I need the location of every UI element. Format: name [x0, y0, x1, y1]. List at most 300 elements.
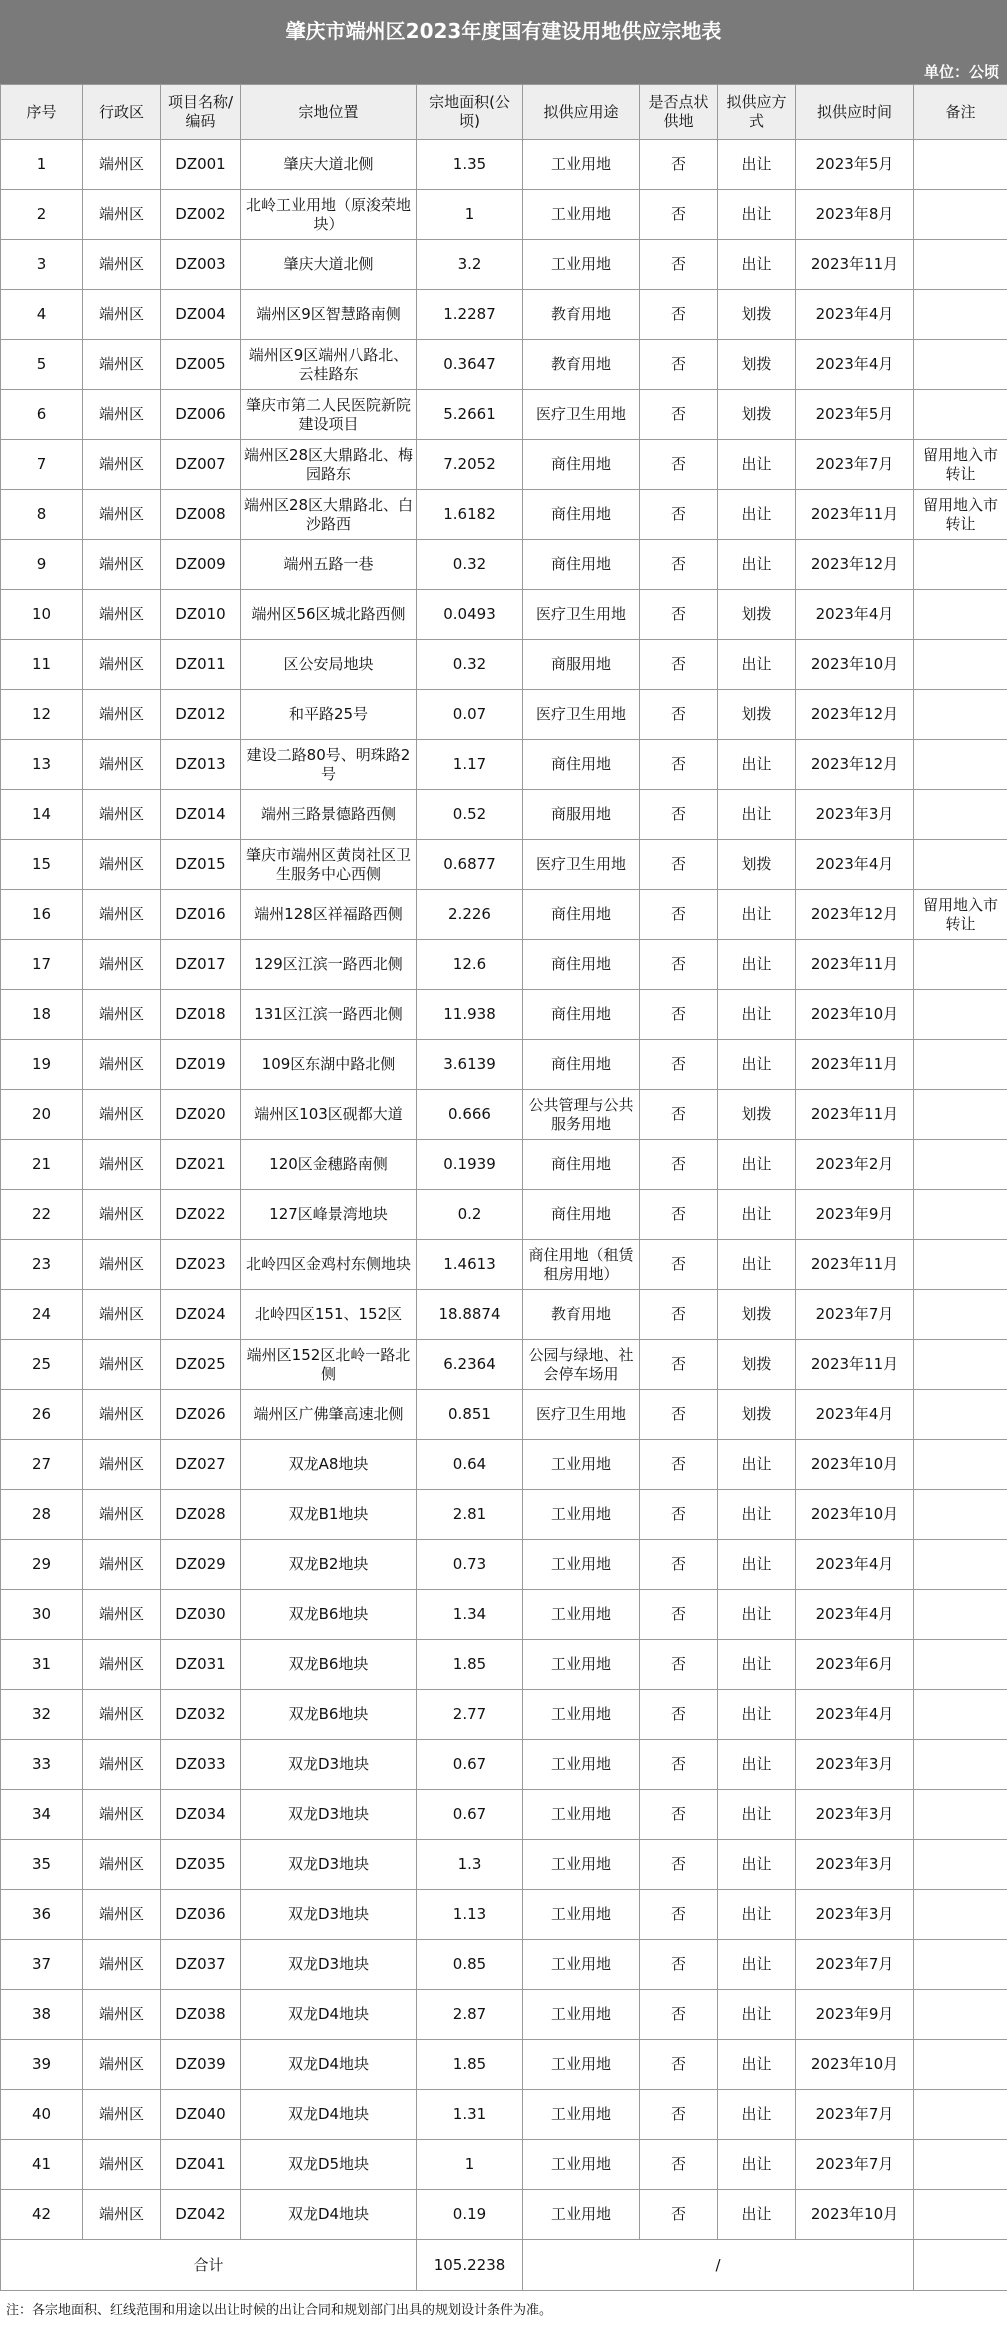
cell-col-location: 北岭工业用地（原浚荣地块）	[241, 190, 417, 240]
cell-col-index: 33	[1, 1740, 83, 1790]
table-row	[1, 1890, 1007, 1940]
cell-col-point-supply: 否	[640, 490, 718, 540]
cell-col-remark	[914, 240, 1007, 290]
table-row	[1, 690, 1007, 740]
cell-col-district: 端州区	[83, 890, 161, 940]
cell-col-point-supply: 否	[640, 1640, 718, 1690]
cell-col-index: 37	[1, 1940, 83, 1990]
cell-col-area: 3.6139	[417, 1040, 523, 1090]
table-header-row	[1, 85, 1007, 140]
cell-col-remark	[914, 1490, 1007, 1540]
cell-col-location: 双龙D4地块	[241, 2090, 417, 2140]
cell-col-supply-time: 2023年10月	[796, 2040, 914, 2090]
cell-col-index: 16	[1, 890, 83, 940]
cell-col-index: 30	[1, 1590, 83, 1640]
cell-col-supply-method: 出让	[718, 1740, 796, 1790]
cell-col-use: 工业用地	[523, 1440, 640, 1490]
cell-col-supply-method: 出让	[718, 190, 796, 240]
cell-col-location: 端州区152区北岭一路北侧	[241, 1340, 417, 1390]
cell-col-supply-time: 2023年10月	[796, 640, 914, 690]
cell-col-project-code: DZ042	[161, 2190, 241, 2240]
cell-col-area: 0.67	[417, 1790, 523, 1840]
table-row	[1, 1190, 1007, 1240]
cell-col-area: 1	[417, 190, 523, 240]
cell-col-index: 5	[1, 340, 83, 390]
cell-col-use: 教育用地	[523, 1290, 640, 1340]
cell-col-index: 11	[1, 640, 83, 690]
cell-col-supply-method: 划拨	[718, 290, 796, 340]
cell-col-supply-method: 出让	[718, 1990, 796, 2040]
cell-col-project-code: DZ005	[161, 340, 241, 390]
cell-col-point-supply: 否	[640, 1240, 718, 1290]
cell-col-area: 2.81	[417, 1490, 523, 1540]
cell-col-district: 端州区	[83, 240, 161, 290]
cell-col-index: 40	[1, 2090, 83, 2140]
cell-col-project-code: DZ016	[161, 890, 241, 940]
cell-col-remark	[914, 1140, 1007, 1190]
cell-col-remark	[914, 790, 1007, 840]
cell-col-remark: 留用地入市转让	[914, 490, 1007, 540]
cell-col-use: 医疗卫生用地	[523, 390, 640, 440]
cell-col-district: 端州区	[83, 1190, 161, 1240]
cell-col-use: 工业用地	[523, 2140, 640, 2190]
cell-col-location: 120区金穗路南侧	[241, 1140, 417, 1190]
cell-col-supply-method: 划拨	[718, 340, 796, 390]
cell-col-district: 端州区	[83, 1790, 161, 1840]
cell-col-district: 端州区	[83, 1040, 161, 1090]
cell-col-point-supply: 否	[640, 1290, 718, 1340]
cell-col-remark	[914, 1940, 1007, 1990]
header-col-index: 序号	[1, 85, 83, 140]
cell-col-supply-time: 2023年5月	[796, 390, 914, 440]
cell-col-supply-time: 2023年7月	[796, 1290, 914, 1340]
table-body	[1, 140, 1007, 2240]
cell-col-remark	[914, 1740, 1007, 1790]
cell-col-point-supply: 否	[640, 1740, 718, 1790]
cell-col-supply-time: 2023年5月	[796, 140, 914, 190]
cell-col-point-supply: 否	[640, 1490, 718, 1540]
cell-col-district: 端州区	[83, 690, 161, 740]
cell-col-location: 端州区28区大鼎路北、白沙路西	[241, 490, 417, 540]
unit-label-text: 单位：公顷	[924, 61, 999, 82]
cell-col-supply-method: 划拨	[718, 390, 796, 440]
cell-col-district: 端州区	[83, 1290, 161, 1340]
cell-col-project-code: DZ037	[161, 1940, 241, 1990]
cell-col-point-supply: 否	[640, 990, 718, 1040]
cell-col-supply-method: 出让	[718, 1690, 796, 1740]
cell-col-district: 端州区	[83, 540, 161, 590]
cell-col-area: 0.73	[417, 1540, 523, 1590]
cell-col-supply-method: 出让	[718, 1640, 796, 1690]
table-row	[1, 1090, 1007, 1140]
cell-col-project-code: DZ032	[161, 1690, 241, 1740]
cell-col-use: 工业用地	[523, 190, 640, 240]
cell-col-supply-method: 出让	[718, 2090, 796, 2140]
cell-col-supply-method: 出让	[718, 890, 796, 940]
cell-col-location: 肇庆市第二人民医院新院建设项目	[241, 390, 417, 440]
cell-col-point-supply: 否	[640, 1590, 718, 1640]
cell-col-supply-time: 2023年4月	[796, 1590, 914, 1640]
cell-col-remark	[914, 540, 1007, 590]
cell-col-district: 端州区	[83, 1990, 161, 2040]
cell-col-district: 端州区	[83, 990, 161, 1040]
cell-col-area: 0.67	[417, 1740, 523, 1790]
cell-col-use: 商住用地	[523, 440, 640, 490]
cell-col-supply-time: 2023年10月	[796, 1490, 914, 1540]
table-row	[1, 1440, 1007, 1490]
cell-col-supply-method: 出让	[718, 1590, 796, 1640]
cell-col-index: 23	[1, 1240, 83, 1290]
cell-col-supply-method: 划拨	[718, 1090, 796, 1140]
table-row	[1, 1690, 1007, 1740]
cell-col-project-code: DZ014	[161, 790, 241, 840]
cell-col-remark	[914, 1690, 1007, 1740]
cell-col-supply-time: 2023年9月	[796, 1190, 914, 1240]
cell-col-location: 双龙B6地块	[241, 1690, 417, 1740]
cell-col-location: 双龙B6地块	[241, 1590, 417, 1640]
cell-col-remark	[914, 690, 1007, 740]
cell-col-point-supply: 否	[640, 890, 718, 940]
cell-col-supply-method: 出让	[718, 1840, 796, 1890]
cell-col-district: 端州区	[83, 390, 161, 440]
cell-col-supply-time: 2023年3月	[796, 1740, 914, 1790]
table-row	[1, 2140, 1007, 2190]
cell-col-area: 0.32	[417, 640, 523, 690]
cell-col-point-supply: 否	[640, 1840, 718, 1890]
cell-col-project-code: DZ024	[161, 1290, 241, 1340]
cell-col-point-supply: 否	[640, 1190, 718, 1240]
cell-col-project-code: DZ022	[161, 1190, 241, 1240]
cell-col-location: 北岭四区金鸡村东侧地块	[241, 1240, 417, 1290]
cell-col-location: 双龙B6地块	[241, 1640, 417, 1690]
cell-col-supply-method: 出让	[718, 1040, 796, 1090]
cell-col-supply-method: 出让	[718, 1140, 796, 1190]
cell-col-area: 5.2661	[417, 390, 523, 440]
cell-col-location: 区公安局地块	[241, 640, 417, 690]
cell-col-use: 商服用地	[523, 640, 640, 690]
cell-col-index: 12	[1, 690, 83, 740]
cell-col-area: 0.3647	[417, 340, 523, 390]
table-row	[1, 1740, 1007, 1790]
header-col-supply-method: 拟供应方式	[718, 85, 796, 140]
cell-col-index: 38	[1, 1990, 83, 2040]
cell-col-remark	[914, 1390, 1007, 1440]
cell-col-supply-time: 2023年3月	[796, 1890, 914, 1940]
unit-label	[0, 58, 1007, 84]
table-row	[1, 2190, 1007, 2240]
cell-col-district: 端州区	[83, 1090, 161, 1140]
cell-col-location: 双龙D3地块	[241, 1790, 417, 1840]
cell-col-project-code: DZ001	[161, 140, 241, 190]
header-col-point-supply: 是否点状供地	[640, 85, 718, 140]
cell-col-location: 双龙D3地块	[241, 1840, 417, 1890]
cell-col-index: 3	[1, 240, 83, 290]
cell-col-index: 39	[1, 2040, 83, 2090]
cell-col-use: 商住用地	[523, 490, 640, 540]
cell-col-use: 医疗卫生用地	[523, 690, 640, 740]
cell-col-district: 端州区	[83, 1640, 161, 1690]
cell-col-remark	[914, 2190, 1007, 2240]
cell-col-index: 2	[1, 190, 83, 240]
cell-col-use: 商住用地	[523, 1190, 640, 1240]
cell-col-use: 工业用地	[523, 2040, 640, 2090]
cell-col-index: 32	[1, 1690, 83, 1740]
cell-col-point-supply: 否	[640, 790, 718, 840]
cell-col-supply-method: 出让	[718, 2190, 796, 2240]
table-row	[1, 940, 1007, 990]
cell-col-use: 公共管理与公共服务用地	[523, 1090, 640, 1140]
cell-col-location: 端州五路一巷	[241, 540, 417, 590]
cell-col-location: 端州区103区砚都大道	[241, 1090, 417, 1140]
cell-col-supply-method: 出让	[718, 1490, 796, 1540]
table-row	[1, 1540, 1007, 1590]
cell-col-supply-time: 2023年4月	[796, 1690, 914, 1740]
cell-col-point-supply: 否	[640, 1990, 718, 2040]
cell-col-district: 端州区	[83, 140, 161, 190]
cell-col-remark: 留用地入市转让	[914, 890, 1007, 940]
cell-col-point-supply: 否	[640, 2090, 718, 2140]
cell-col-area: 0.6877	[417, 840, 523, 890]
cell-col-remark: 留用地入市转让	[914, 440, 1007, 490]
cell-col-area: 1.4613	[417, 1240, 523, 1290]
cell-col-supply-time: 2023年12月	[796, 690, 914, 740]
cell-col-point-supply: 否	[640, 1340, 718, 1390]
cell-col-point-supply: 否	[640, 1440, 718, 1490]
cell-col-district: 端州区	[83, 790, 161, 840]
cell-col-supply-time: 2023年10月	[796, 990, 914, 1040]
cell-col-supply-method: 出让	[718, 1940, 796, 1990]
cell-col-district: 端州区	[83, 590, 161, 640]
cell-col-project-code: DZ040	[161, 2090, 241, 2140]
cell-col-remark	[914, 590, 1007, 640]
cell-col-point-supply: 否	[640, 1540, 718, 1590]
cell-col-area: 2.87	[417, 1990, 523, 2040]
cell-col-project-code: DZ038	[161, 1990, 241, 2040]
cell-col-index: 36	[1, 1890, 83, 1940]
cell-col-index: 21	[1, 1140, 83, 1190]
cell-col-index: 31	[1, 1640, 83, 1690]
cell-col-project-code: DZ003	[161, 240, 241, 290]
cell-col-remark	[914, 1290, 1007, 1340]
table-row	[1, 2040, 1007, 2090]
cell-col-project-code: DZ025	[161, 1340, 241, 1390]
table-row	[1, 790, 1007, 840]
cell-col-use: 工业用地	[523, 1540, 640, 1590]
cell-col-supply-method: 划拨	[718, 840, 796, 890]
cell-col-area: 12.6	[417, 940, 523, 990]
table-row	[1, 190, 1007, 240]
cell-col-project-code: DZ017	[161, 940, 241, 990]
cell-col-project-code: DZ010	[161, 590, 241, 640]
cell-col-location: 双龙B1地块	[241, 1490, 417, 1540]
cell-col-project-code: DZ039	[161, 2040, 241, 2090]
cell-col-area: 7.2052	[417, 440, 523, 490]
cell-col-supply-time: 2023年4月	[796, 290, 914, 340]
table-row	[1, 1790, 1007, 1840]
cell-col-point-supply: 否	[640, 1140, 718, 1190]
cell-col-remark	[914, 1440, 1007, 1490]
cell-col-location: 端州128区祥福路西侧	[241, 890, 417, 940]
cell-col-supply-time: 2023年7月	[796, 1940, 914, 1990]
cell-col-area: 0.2	[417, 1190, 523, 1240]
table-row	[1, 2090, 1007, 2140]
cell-col-district: 端州区	[83, 1440, 161, 1490]
cell-col-point-supply: 否	[640, 640, 718, 690]
cell-col-area: 2.77	[417, 1690, 523, 1740]
cell-col-project-code: DZ029	[161, 1540, 241, 1590]
cell-col-use: 工业用地	[523, 1590, 640, 1640]
cell-col-area: 1.31	[417, 2090, 523, 2140]
table-row	[1, 390, 1007, 440]
table-row	[1, 440, 1007, 490]
cell-col-remark	[914, 2140, 1007, 2190]
cell-col-remark	[914, 1540, 1007, 1590]
cell-col-index: 28	[1, 1490, 83, 1540]
cell-col-project-code: DZ013	[161, 740, 241, 790]
table-row	[1, 1840, 1007, 1890]
cell-col-project-code: DZ015	[161, 840, 241, 890]
cell-col-remark	[914, 940, 1007, 990]
cell-col-project-code: DZ019	[161, 1040, 241, 1090]
cell-col-index: 4	[1, 290, 83, 340]
cell-col-use: 医疗卫生用地	[523, 590, 640, 640]
cell-col-supply-time: 2023年11月	[796, 490, 914, 540]
cell-col-location: 端州三路景德路西侧	[241, 790, 417, 840]
cell-col-location: 双龙D4地块	[241, 2040, 417, 2090]
cell-col-project-code: DZ009	[161, 540, 241, 590]
cell-col-supply-method: 出让	[718, 1790, 796, 1840]
cell-col-use: 公园与绿地、社会停车场用	[523, 1340, 640, 1390]
cell-col-supply-method: 出让	[718, 240, 796, 290]
cell-col-use: 商住用地（租赁租房用地）	[523, 1240, 640, 1290]
total-label: 合计	[1, 2240, 417, 2291]
cell-col-point-supply: 否	[640, 1040, 718, 1090]
cell-col-index: 27	[1, 1440, 83, 1490]
cell-col-area: 0.32	[417, 540, 523, 590]
cell-col-point-supply: 否	[640, 740, 718, 790]
cell-col-supply-time: 2023年6月	[796, 1640, 914, 1690]
cell-col-use: 商住用地	[523, 940, 640, 990]
cell-col-area: 6.2364	[417, 1340, 523, 1390]
cell-col-supply-method: 出让	[718, 640, 796, 690]
cell-col-supply-method: 出让	[718, 1190, 796, 1240]
header-col-location: 宗地位置	[241, 85, 417, 140]
cell-col-index: 24	[1, 1290, 83, 1340]
total-area: 105.2238	[417, 2240, 523, 2291]
cell-col-index: 26	[1, 1390, 83, 1440]
cell-col-supply-time: 2023年12月	[796, 740, 914, 790]
cell-col-project-code: DZ008	[161, 490, 241, 540]
cell-col-supply-time: 2023年4月	[796, 1390, 914, 1440]
cell-col-remark	[914, 1340, 1007, 1390]
cell-col-location: 129区江滨一路西北侧	[241, 940, 417, 990]
cell-col-supply-time: 2023年3月	[796, 1840, 914, 1890]
footnote	[0, 2291, 1007, 2325]
cell-col-supply-method: 划拨	[718, 1340, 796, 1390]
cell-col-district: 端州区	[83, 1890, 161, 1940]
cell-col-district: 端州区	[83, 640, 161, 690]
cell-col-point-supply: 否	[640, 440, 718, 490]
cell-col-area: 1.85	[417, 1640, 523, 1690]
cell-col-remark	[914, 1840, 1007, 1890]
cell-col-project-code: DZ006	[161, 390, 241, 440]
cell-col-remark	[914, 1190, 1007, 1240]
cell-col-use: 工业用地	[523, 2190, 640, 2240]
cell-col-district: 端州区	[83, 840, 161, 890]
cell-col-area: 2.226	[417, 890, 523, 940]
cell-col-supply-time: 2023年11月	[796, 1040, 914, 1090]
total-remark	[914, 2240, 1007, 2291]
cell-col-area: 11.938	[417, 990, 523, 1040]
table-row	[1, 1490, 1007, 1540]
table-row	[1, 1990, 1007, 2040]
cell-col-index: 29	[1, 1540, 83, 1590]
table-row	[1, 1040, 1007, 1090]
cell-col-point-supply: 否	[640, 1940, 718, 1990]
cell-col-remark	[914, 740, 1007, 790]
cell-col-district: 端州区	[83, 1240, 161, 1290]
cell-col-supply-method: 出让	[718, 440, 796, 490]
sheet-title	[0, 0, 1007, 58]
cell-col-use: 工业用地	[523, 140, 640, 190]
table-row	[1, 1240, 1007, 1290]
cell-col-district: 端州区	[83, 1740, 161, 1790]
table-row	[1, 1340, 1007, 1390]
cell-col-supply-time: 2023年3月	[796, 1790, 914, 1840]
cell-col-point-supply: 否	[640, 2140, 718, 2190]
cell-col-district: 端州区	[83, 2090, 161, 2140]
cell-col-supply-method: 出让	[718, 2040, 796, 2090]
cell-col-project-code: DZ002	[161, 190, 241, 240]
cell-col-supply-method: 划拨	[718, 690, 796, 740]
cell-col-district: 端州区	[83, 2190, 161, 2240]
cell-col-supply-time: 2023年11月	[796, 1340, 914, 1390]
cell-col-area: 18.8874	[417, 1290, 523, 1340]
cell-col-point-supply: 否	[640, 1790, 718, 1840]
cell-col-index: 19	[1, 1040, 83, 1090]
cell-col-project-code: DZ031	[161, 1640, 241, 1690]
cell-col-point-supply: 否	[640, 690, 718, 740]
cell-col-use: 医疗卫生用地	[523, 1390, 640, 1440]
cell-col-index: 9	[1, 540, 83, 590]
cell-col-index: 41	[1, 2140, 83, 2190]
cell-col-point-supply: 否	[640, 940, 718, 990]
cell-col-supply-time: 2023年11月	[796, 940, 914, 990]
cell-col-supply-method: 出让	[718, 790, 796, 840]
cell-col-point-supply: 否	[640, 240, 718, 290]
cell-col-supply-time: 2023年10月	[796, 1440, 914, 1490]
cell-col-supply-method: 划拨	[718, 1390, 796, 1440]
table-row	[1, 990, 1007, 1040]
cell-col-district: 端州区	[83, 490, 161, 540]
cell-col-area: 1.17	[417, 740, 523, 790]
cell-col-district: 端州区	[83, 440, 161, 490]
cell-col-index: 17	[1, 940, 83, 990]
cell-col-location: 端州区56区城北路西侧	[241, 590, 417, 640]
table-row	[1, 740, 1007, 790]
header-col-project-code: 项目名称/编码	[161, 85, 241, 140]
cell-col-use: 商住用地	[523, 540, 640, 590]
cell-col-project-code: DZ012	[161, 690, 241, 740]
cell-col-location: 109区东湖中路北侧	[241, 1040, 417, 1090]
cell-col-district: 端州区	[83, 1690, 161, 1740]
cell-col-remark	[914, 290, 1007, 340]
table-row	[1, 490, 1007, 540]
cell-col-area: 1.13	[417, 1890, 523, 1940]
cell-col-remark	[914, 1790, 1007, 1840]
cell-col-point-supply: 否	[640, 840, 718, 890]
cell-col-location: 和平路25号	[241, 690, 417, 740]
